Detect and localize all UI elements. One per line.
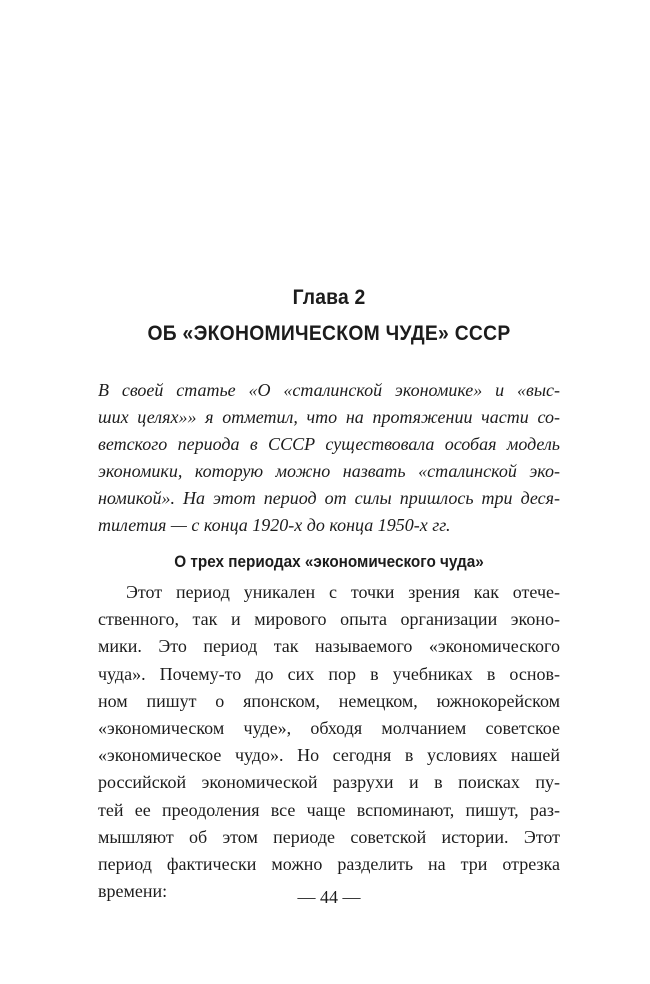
body-line: ственного, так и мирового опыта организации эконо- (98, 609, 560, 630)
body-line: мики. Это период так называемого «экономического (98, 636, 560, 657)
intro-line: экономики, которую можно назвать «сталинской эко- (98, 461, 560, 481)
body-line: «экономическом чуде», обходя молчанием советское (98, 718, 560, 739)
body-paragraph (98, 579, 560, 905)
intro-line: тилетия — с конца 1920-х до конца 1950-х гг. (98, 515, 451, 535)
intro-line: ших целях»» я отметил, что на протяжении части со- (98, 407, 560, 427)
body-line: «экономическое чудо». Но сегодня в условиях нашей (98, 745, 560, 766)
body-line: времени: (98, 881, 168, 902)
intro-line: номикой». На этот период от силы пришлось три деся- (98, 488, 560, 508)
body-line: чуда». Почему-то до сих пор в учебниках в основ- (98, 663, 560, 684)
chapter-title: ОБ «ЭКОНОМИЧЕСКОМ ЧУДЕ» СССР (147, 322, 511, 345)
book-page (98, 0, 560, 984)
body-line: период фактически можно разделить на три отрезка (98, 854, 560, 875)
chapter-number: Глава 2 (292, 286, 366, 309)
body-line: ном пишут о японском, немецком, южнокорейском (98, 690, 560, 711)
body-line: мышляют об этом периоде советской истории. Этот (98, 826, 560, 847)
intro-line: ветского периода в СССР существовала особая модель (98, 434, 560, 454)
body-line: российской экономической разрухи и в поисках пу- (98, 772, 560, 793)
section-title: О трех периодах «экономического чуда» (174, 552, 484, 571)
page-number: — 44 — (297, 887, 361, 907)
intro-paragraph (98, 377, 560, 539)
intro-line: В своей статье «О «сталинской экономике» и «выс- (98, 380, 560, 400)
body-line: Этот период уникален с точки зрения как отече- (126, 582, 560, 602)
body-line: тей ее преодоления все чаще вспоминают, пишут, раз- (98, 799, 560, 820)
